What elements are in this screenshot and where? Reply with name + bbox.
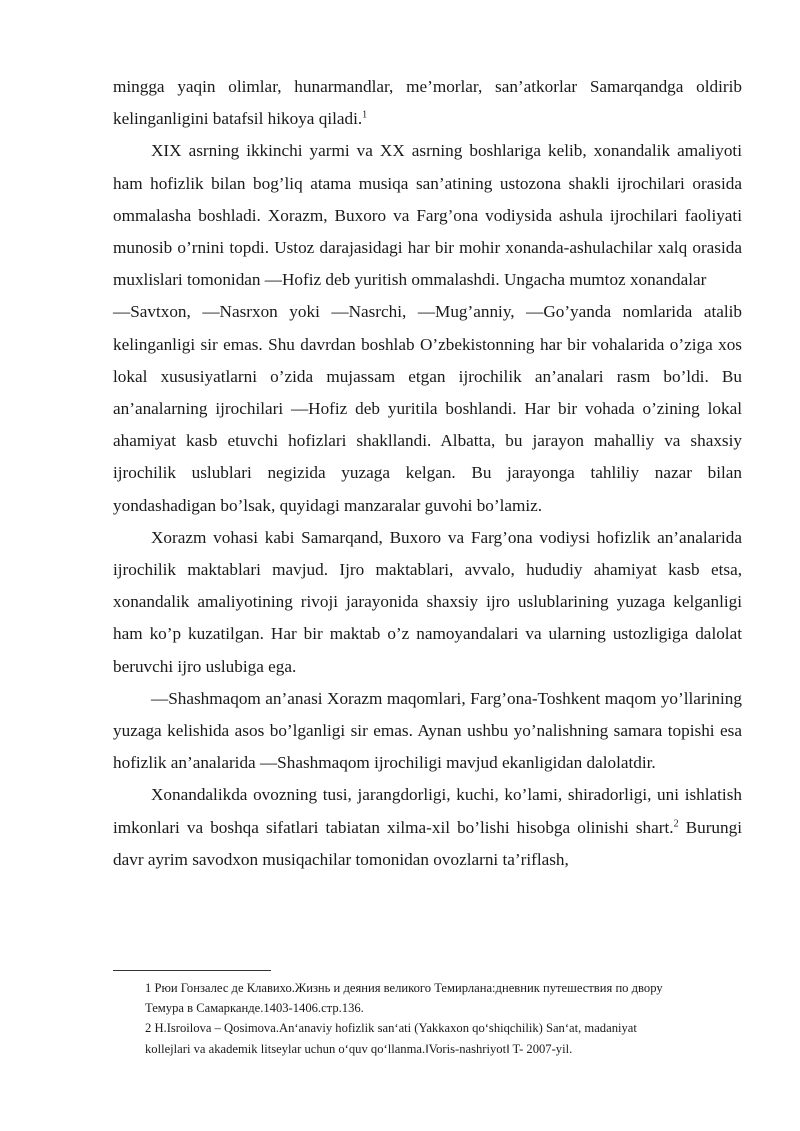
body-text [113, 71, 742, 876]
paragraph-text: Xonandalikda ovozning tusi, jarangdorligi, kuchi, ko’lami, shiradorligi, uni ishlatish imkonlari va boshqa sifatlari tabiatan xilma-xil bo’lishi hisobga olinishi shart. [113, 785, 742, 837]
paragraph-1 [113, 71, 742, 135]
paragraph-text: mingga yaqin olimlar, hunarmandlar, me’morlar, san’atkorlar Samarqandga oldirib kelinganligini batafsil hikoya qiladi. [113, 77, 742, 129]
footnote-ref-2: 2 [673, 817, 679, 829]
footnote-line: Темура в Самарканде.1403-1406.стр.136. [145, 1001, 364, 1016]
paragraph-text: XIX asrning ikkinchi yarmi va XX asrning boshlariga kelib, xonandalik amaliyoti ham hofizlik bilan bog’liq atama musiqa san’atining ustozona shakli ijrochilari orasida ommalasha boshladi. Xorazm, Buxoro va Farg’ona vodiysida ashula ijrochilari faoliyati munosib o’rnini topdi. Ustoz darajasidagi har bir mohir xonanda-ashulachilar xalq orasida muxlislari tomonidan —Hofiz deb yuritish ommalashdi. Ungacha mumtoz xonandalar [113, 141, 742, 290]
paragraph-3 [113, 296, 742, 521]
footnote-2 [145, 1018, 725, 1058]
footnote-line: kollejlari va akademik litseylar uchun o‘quv qo‘llanma.‖Voris-nashriyot‖ T- 2007-yil. [145, 1041, 573, 1056]
footnote-line: 2 H.Isroilova – Qosimova.An‘anaviy hofizlik san‘ati (Yakkaxon qo‘shiqchilik) San‘at, madaniyat [145, 1021, 637, 1036]
paragraph-5 [113, 683, 742, 780]
footnote-separator [113, 970, 271, 971]
paragraph-6 [113, 779, 742, 876]
paragraph-2 [113, 135, 742, 296]
footnote-line: 1 Рюи Гонзалес де Клавихо.Жизнь и деяния великого Темирлана:дневник путешествия по двору [145, 981, 663, 995]
footnote-ref-1: 1 [362, 109, 368, 121]
paragraph-text-continued: Burungi davr ayrim savodxon musiqachilar tomonidan ovozlarni ta’riflash, [113, 817, 742, 869]
paragraph-text: Xorazm vohasi kabi Samarqand, Buxoro va Farg’ona vodiysi hofizlik an’analarida ijrochilik maktablari mavjud. Ijro maktablari, avvalo, hududiy ahamiyat kasb etsa, xonandalik amaliyotining rivoji jarayonida shaxsiy ijro uslublarining yuzaga kelganligi ham ko’p kuzatilgan. Har bir maktab o’z namoyandalari va ularning ustozligiga dalolat beruvchi ijro uslubiga ega. [113, 527, 742, 676]
paragraph-text: —Shashmaqom an’anasi Xorazm maqomlari, Farg’ona-Toshkent maqom yo’llarining yuzaga kelishida asos bo’lganligi sir emas. Aynan ushbu yo’nalishning samara topishi esa hofizlik an’analarida —Shashmaqom ijrochiligi mavjud ekanligidan dalolatdir. [113, 688, 742, 773]
footnote-1 [145, 978, 725, 1018]
paragraph-text: —Savtxon, —Nasrxon yoki —Nasrchi, —Mug’anniy, —Go’yanda nomlarida atalib kelinganligi sir emas. Shu davrdan boshlab O’zbekistonning har bir vohalarida o’ziga xos lokal xususiyatlarni o’zida mujassam etgan ijrochilik an’analari rasm bo’ldi. Bu an’analarning ijrochilari —Hofiz deb yuritila boshlandi. Har bir vohada o’zining lokal ahamiyat kasb etuvchi hofizlari shakllandi. Albatta, bu jarayon mahalliy va shaxsiy ijrochilik uslublari negizida yuzaga kelgan. Bu jarayonga tahliliy nazar bilan yondashadigan bo’lsak, quyidagi manzaralar guvohi bo’lamiz. [113, 302, 742, 515]
paragraph-4 [113, 522, 742, 683]
footnotes [145, 978, 725, 1059]
